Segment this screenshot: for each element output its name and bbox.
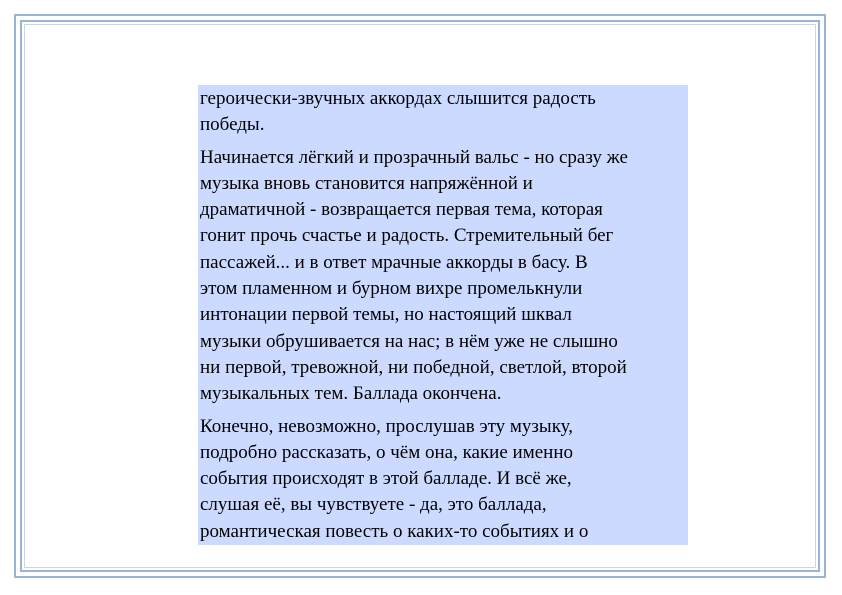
paragraph-2: Начинается лёгкий и прозрачный вальс - но сразу же музыка вновь становится напряжённой и драматичной - возвращается первая тема, которая гонит прочь счастье и радость. Стремительный бег пассажей... и в ответ мрачные аккорды в басу. В этом пламенном и бурном вихре промелькнули интонации первой темы, но настоящий шквал музыки обрушивается на нас; в нём уже не слышно ни первой, тревожной, ни победной, светлой, второй музыкальных тем. Баллада окончена. xyxy=(200,146,628,405)
paragraph-1: героически-звучных аккордах слышится радость победы. xyxy=(200,88,596,136)
text-block xyxy=(198,85,688,545)
paragraph-3: Конечно, невозможно, прослушав эту музыку, подробно рассказать, о чём она, какие именно события происходят в этой балладе. И всё же, слушая её, вы чувствуете - да, это баллада, романтическая повесть о каких-то событиях и о xyxy=(200,415,589,542)
